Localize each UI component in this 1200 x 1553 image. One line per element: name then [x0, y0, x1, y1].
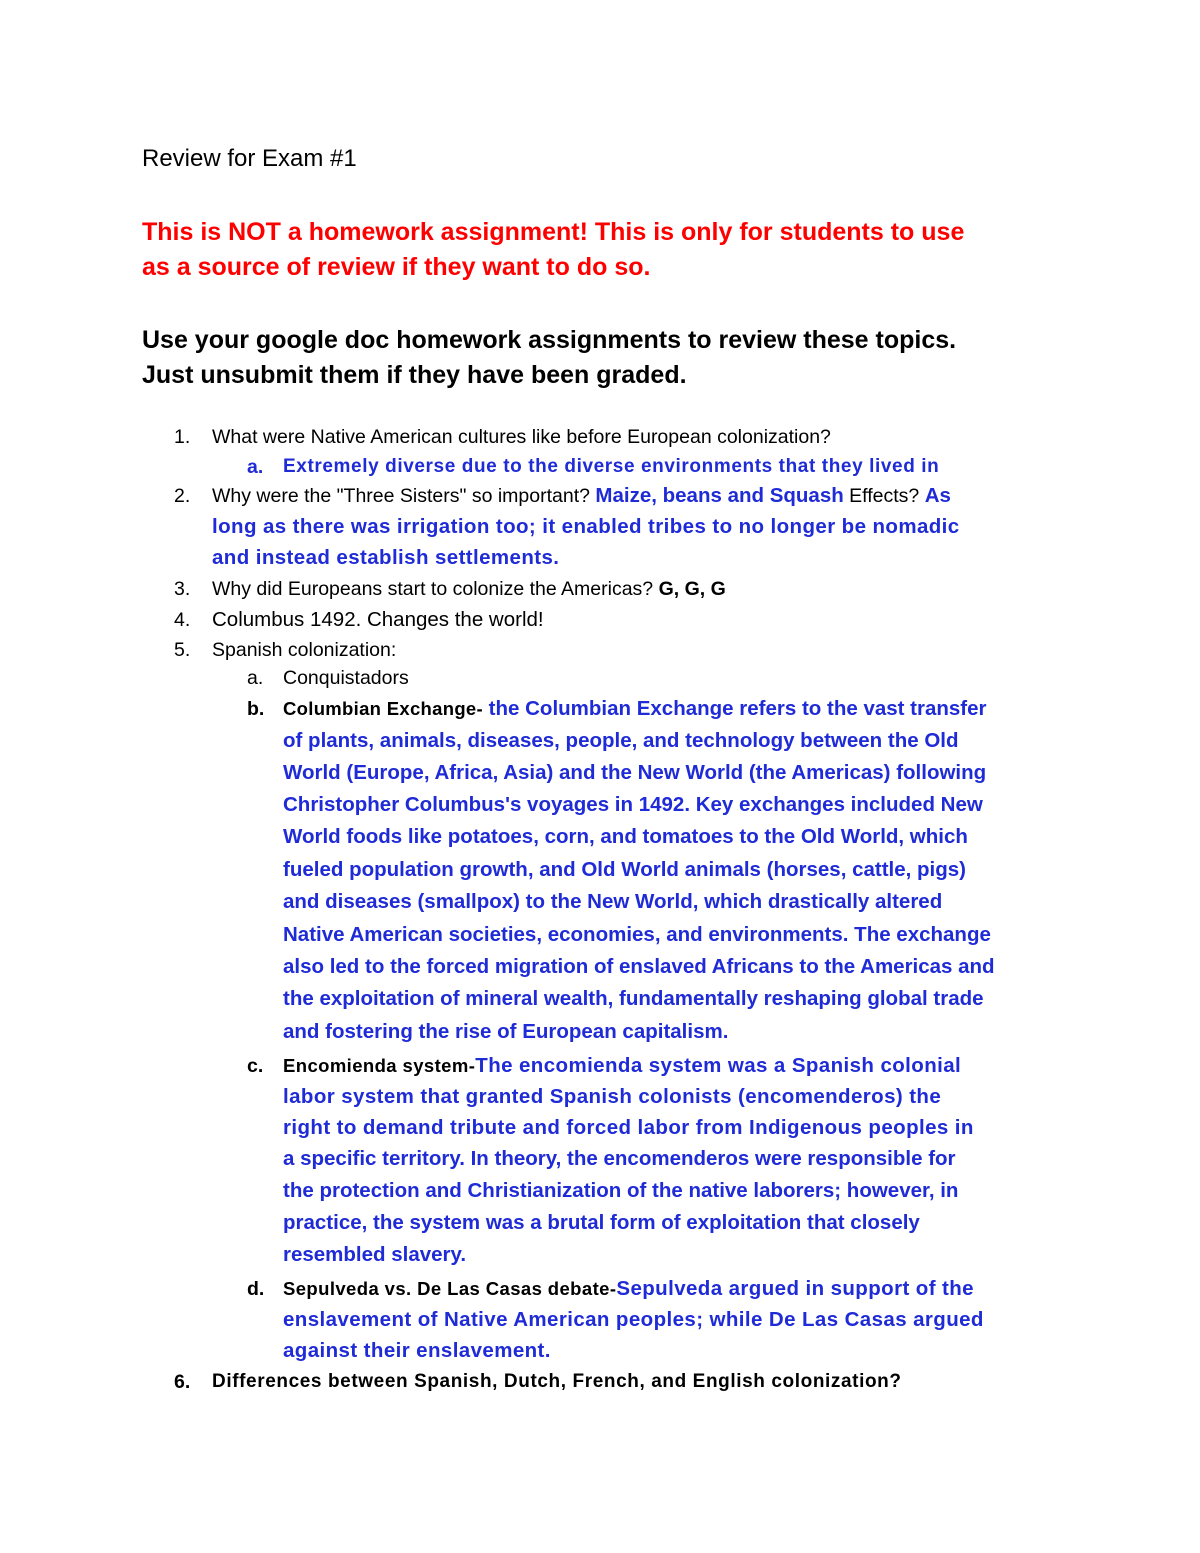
- item-5b-line-0: [283, 693, 987, 725]
- item-2-line-2: long as there was irrigation too; it enabled tribes to no longer be nomadic: [212, 515, 960, 538]
- item-5b-line-1: of plants, animals, diseases, people, and technology between the Old: [283, 729, 959, 752]
- item-1-question: What were Native American cultures like before European colonization?: [212, 426, 831, 448]
- item-5b-definition-start: the Columbian Exchange refers to the vast transfer: [482, 697, 987, 720]
- item-2-question: Why were the "Three Sisters" so important?: [212, 485, 590, 507]
- item-5b-line-4: World foods like potatoes, corn, and tomatoes to the Old World, which: [283, 825, 968, 848]
- item-5b-line-3: Christopher Columbus's voyages in 1492. Key exchanges included New: [283, 793, 983, 816]
- item-5c-line-1: labor system that granted Spanish colonists (encomenderos) the: [283, 1085, 942, 1108]
- item-5c-line-5: practice, the system was a brutal form of exploitation that closely: [283, 1211, 920, 1234]
- item-5b-line-10: and fostering the rise of European capitalism.: [283, 1020, 729, 1043]
- item-5b-number: b.: [247, 698, 265, 720]
- item-1a-number: a.: [247, 456, 264, 478]
- item-5d-definition-start: Sepulveda argued in support of the: [616, 1277, 974, 1300]
- item-5d-number: d.: [247, 1278, 265, 1300]
- item-3-answer: G, G, G: [658, 578, 726, 600]
- item-5b-line-9: the exploitation of mineral wealth, fundamentally reshaping global trade: [283, 987, 984, 1010]
- instructions-line-1: Use your google doc homework assignments to review these topics.: [142, 326, 957, 354]
- item-5c-line-6: resembled slavery.: [283, 1243, 467, 1266]
- item-6-text: Differences between Spanish, Dutch, French, and English colonization?: [212, 1371, 902, 1392]
- item-5b-line-8: also led to the forced migration of enslaved Africans to the Americas and: [283, 955, 995, 978]
- item-6-number: 6.: [174, 1371, 191, 1393]
- item-5c-line-3: a specific territory. In theory, the encomenderos were responsible for: [283, 1147, 956, 1170]
- item-1a-answer: Extremely diverse due to the diverse environments that they lived in: [283, 456, 940, 477]
- item-5-number: 5.: [174, 639, 191, 661]
- item-5b-line-5: fueled population growth, and Old World animals (horses, cattle, pigs): [283, 858, 967, 881]
- item-2-effects-label: Effects?: [849, 485, 920, 507]
- item-5d-line-0: [283, 1273, 974, 1305]
- item-5a-number: a.: [247, 667, 264, 689]
- document-title: Review for Exam #1: [142, 145, 357, 172]
- item-5a-text: Conquistadors: [283, 667, 409, 689]
- item-5d-line-1: enslavement of Native American peoples; while De Las Casas argued: [283, 1308, 984, 1331]
- item-5c-line-0: [283, 1050, 961, 1082]
- item-4-text: Columbus 1492. Changes the world!: [212, 608, 544, 631]
- item-5c-line-2: right to demand tribute and forced labor from Indigenous peoples in: [283, 1116, 974, 1139]
- notice-line-1: This is NOT a homework assignment! This is only for students to use: [142, 218, 965, 246]
- notice-line-2: as a source of review if they want to do so.: [142, 253, 651, 281]
- item-1-number: 1.: [174, 426, 191, 448]
- instructions-text: [142, 323, 1102, 393]
- instructions-line-2: Just unsubmit them if they have been graded.: [142, 361, 687, 389]
- item-5b-line-2: World (Europe, Africa, Asia) and the New World (the Americas) following: [283, 761, 987, 784]
- item-5c-number: c.: [247, 1055, 264, 1077]
- item-3-question: Why did Europeans start to colonize the Americas?: [212, 578, 654, 600]
- item-2-answer-crops: Maize, beans and Squash: [595, 484, 844, 507]
- item-5-text: Spanish colonization:: [212, 639, 397, 661]
- item-2-line-3: and instead establish settlements.: [212, 546, 560, 569]
- item-5c-line-4: the protection and Christianization of the native laborers; however, in: [283, 1179, 959, 1202]
- item-5b-line-7: Native American societies, economies, and environments. The exchange: [283, 923, 991, 946]
- item-5b-line-6: and diseases (smallpox) to the New World, which drastically altered: [283, 890, 943, 913]
- item-4-number: 4.: [174, 609, 191, 631]
- item-3-number: 3.: [174, 578, 191, 600]
- item-5c-term: Encomienda system-: [283, 1055, 476, 1076]
- item-5c-definition-start: The encomienda system was a Spanish colonial: [475, 1054, 962, 1077]
- item-2-number: 2.: [174, 485, 191, 507]
- item-5d-term: Sepulveda vs. De Las Casas debate-: [283, 1278, 617, 1299]
- item-3-line: [212, 573, 726, 605]
- notice-text: [142, 215, 1082, 285]
- item-5d-line-2: against their enslavement.: [283, 1339, 551, 1362]
- item-2-line-1: [212, 480, 951, 512]
- item-5b-term: Columbian Exchange-: [283, 698, 483, 719]
- item-2-answer-effects: As: [924, 484, 951, 507]
